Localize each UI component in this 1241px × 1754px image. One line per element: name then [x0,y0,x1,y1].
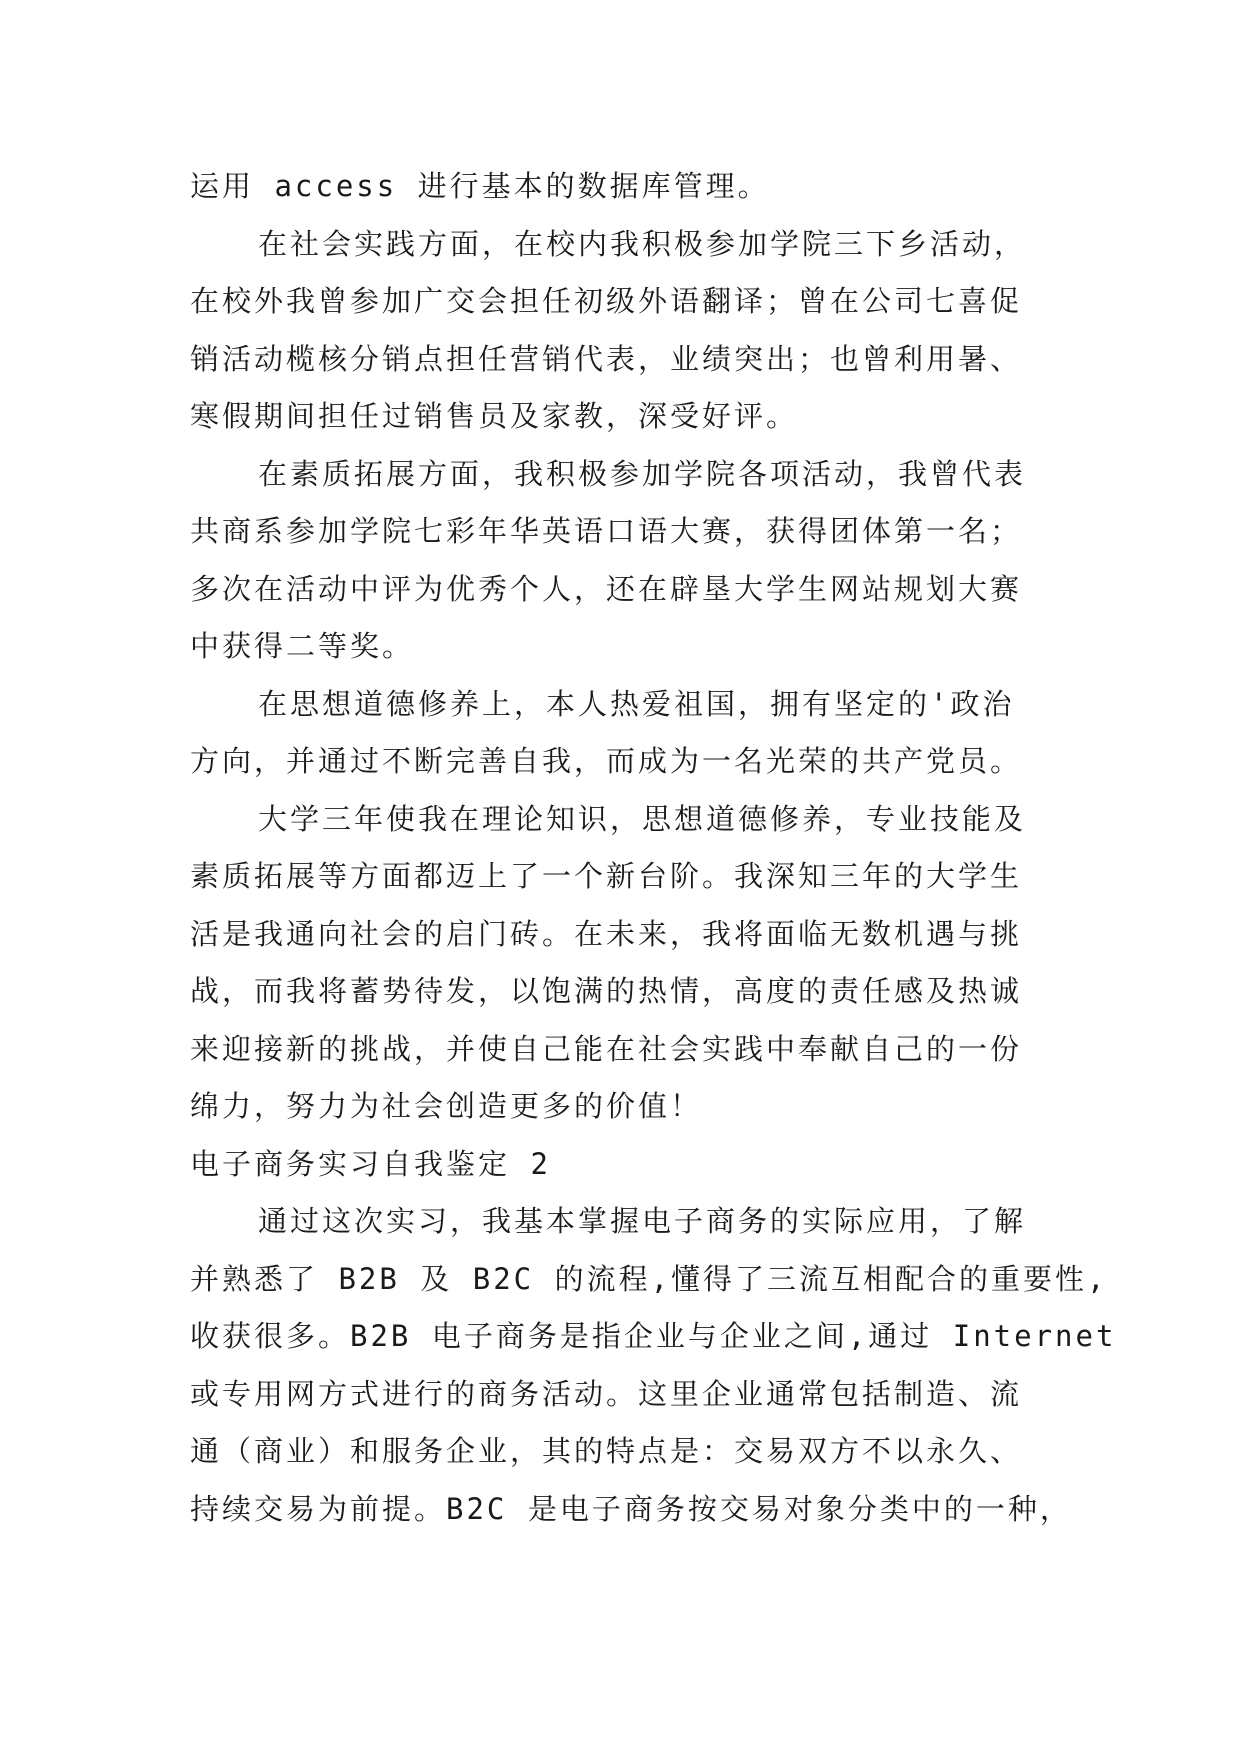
text-line: 素质拓展等方面都迈上了一个新台阶。我深知三年的大学生 [190,859,1023,893]
text-line: 共商系参加学院七彩年华英语口语大赛，获得团体第一名； [190,514,1023,548]
paragraph-start-line: 在素质拓展方面，我积极参加学院各项活动，我曾代表 [258,456,1027,491]
text-line: 收获很多。B2B 电子商务是指企业与企业之间,通过 Internet [190,1319,1117,1353]
text-line: 中获得二等奖。 [190,629,415,663]
text-line: 绵力，努力为社会创造更多的价值！ [190,1089,703,1123]
document-page [190,158,1117,1538]
text-line: 活是我通向社会的启门砖。在未来，我将面临无数机遇与挑 [190,916,1023,951]
text-line: 方向，并通过不断完善自我，而成为一名光荣的共产党员。 [190,744,1023,778]
paragraph-start-line: 在社会实践方面，在校内我积极参加学院三下乡活动， [258,226,1027,261]
text-line: 并熟悉了 B2B 及 B2C 的流程,懂得了三流互相配合的重要性, [190,1261,1108,1296]
text-line: 通（商业）和服务企业，其的特点是：交易双方不以永久、 [190,1434,1023,1468]
section-heading: 电子商务实习自我鉴定 2 [190,1146,551,1181]
text-line: 持续交易为前提。B2C 是电子商务按交易对象分类中的一种， [190,1491,1072,1526]
paragraph-start-line: 在思想道德修养上，本人热爱祖国，拥有坚定的'政治 [258,686,1015,721]
text-line: 销活动榄核分销点担任营销代表，业绩突出；也曾利用暑、 [190,341,1023,376]
text-line: 或专用网方式进行的商务活动。这里企业通常包括制造、流 [190,1376,1023,1411]
text-line: 运用 access 进行基本的数据库管理。 [190,169,770,203]
text-line: 在校外我曾参加广交会担任初级外语翻译；曾在公司七喜促 [190,284,1023,318]
text-line: 来迎接新的挑战，并使自己能在社会实践中奉献自己的一份 [190,1031,1023,1066]
paragraph-start-line: 通过这次实习，我基本掌握电子商务的实际应用，了解 [258,1204,1027,1238]
text-line: 多次在活动中评为优秀个人，还在辟垦大学生网站规划大赛 [190,571,1023,606]
text-line: 寒假期间担任过销售员及家教，深受好评。 [190,399,799,433]
paragraph-start-line: 大学三年使我在理论知识，思想道德修养，专业技能及 [258,801,1027,836]
text-line: 战，而我将蓄势待发，以饱满的热情，高度的责任感及热诚 [190,974,1023,1008]
